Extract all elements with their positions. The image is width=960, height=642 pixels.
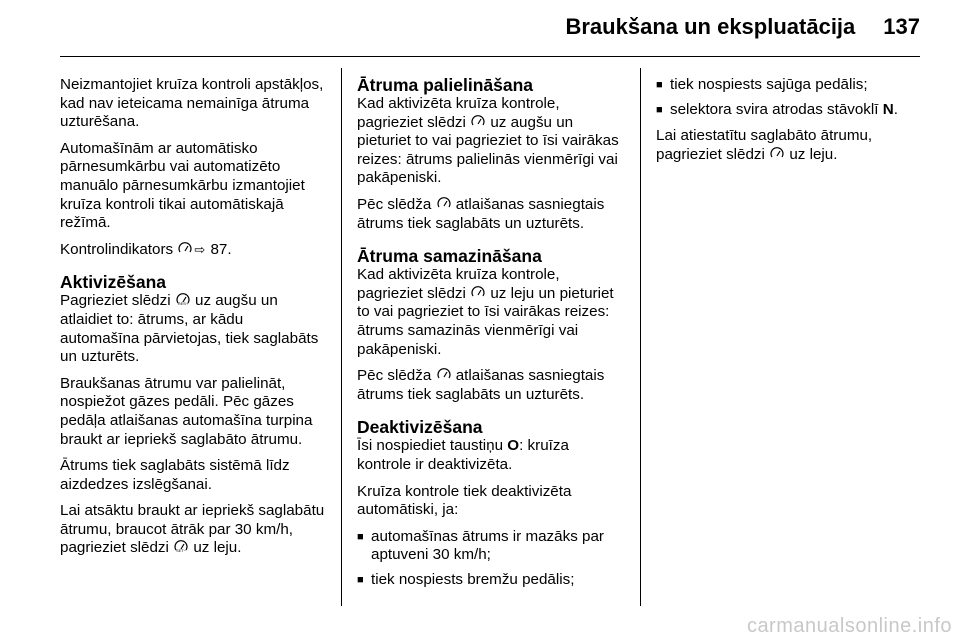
text: Kontrolindikators [60, 240, 178, 258]
column-3 [656, 76, 920, 172]
paragraph: Kruīza kontrole tiek deaktivizēta automātiski, ja: [357, 482, 572, 519]
paragraph [357, 367, 627, 404]
paragraph [656, 127, 920, 164]
gear-position-n: N [882, 100, 894, 118]
column-divider-1 [341, 68, 342, 606]
cruise-set-switch-icon [470, 285, 486, 304]
page-header [60, 14, 920, 40]
text: Lai atsāktu braukt ar iepriekš saglabātu ātrumu, braucot ātrāk par 30 km/h, pagrieziet slēdzi [60, 502, 325, 557]
text: uz leju. [189, 539, 242, 557]
paragraph [357, 266, 627, 359]
cruise-res-switch-icon [470, 114, 486, 133]
bullet-icon: ■ [357, 530, 364, 543]
crossref-arrow-icon: ⇨ [194, 241, 206, 257]
bullet-icon: ■ [656, 79, 663, 91]
list-item [357, 528, 627, 565]
text: automašīnas ātrums ir mazāks par aptuveni 30 km/h; [371, 527, 604, 564]
column-2 [357, 76, 627, 597]
text: atlaišanas sasniegtais ātrums tiek saglabāts un uzturēts. [357, 367, 605, 403]
paragraph: Ātrums tiek saglabāts sistēmā līdz aizdedzes izslēgšanai. [60, 457, 290, 493]
cruise-res-switch-icon [436, 196, 452, 215]
bullet-list [357, 528, 627, 590]
header-rule [60, 56, 920, 57]
text: 87. [206, 240, 232, 258]
text: Lai atiestatītu saglabāto ātrumu, pagrieziet slēdzi [656, 127, 873, 163]
text: tiek nospiests sajūga pedālis; [670, 76, 868, 93]
text: uz augšu un pieturiet to vai pagrieziet to īsi vairākas reizes: ātrums palielinās vienmērīgi vai pakāpeniski. [357, 113, 619, 187]
text: uz leju un pieturiet to vai pagrieziet to īsi vairākas reizes: ātrums samazinās vienmērīgi vai pakāpeniski. [357, 284, 614, 358]
switch-label: RES+ [177, 301, 189, 306]
watermark: carmanualsonline.info [746, 615, 952, 637]
text: . [893, 100, 898, 118]
paragraph: Neizmantojiet kruīza kontroli apstākļos, kad nav ieteicama nemainīga ātruma uzturēšana. [60, 76, 324, 131]
paragraph: Braukšanas ātrumu var palielināt, nospiežot gāzes pedāli. Pēc gāzes pedāļa atlaišanas automašīna turpina braukt ar iepriekš saglabāto ātrumu. [60, 374, 313, 448]
paragraph: Automašīnām ar automātisko pārnesumkārbu vai automatizēto manuālo pārnesumkārbu izmantojiet kruīza kontroli tikai automātiskajā režīmā. [60, 139, 305, 232]
text: Pēc slēdža [357, 367, 436, 385]
paragraph [60, 292, 326, 366]
text: uz augšu un atlaidiet to: ātrums, ar kādu automašīna pārvietojas, tiek saglabāts un uzturēts. [60, 292, 319, 366]
page-number: 137 [883, 14, 920, 39]
page-title: Braukšana un ekspluatācija [565, 14, 856, 39]
text: Kad aktivizēta kruīza kontrole, pagrieziet slēdzi [357, 95, 560, 131]
list-item [357, 571, 627, 590]
column-divider-2 [640, 68, 641, 606]
heading-speed-decrease: Ātruma samazināšana [357, 246, 542, 267]
column-1 [60, 76, 326, 566]
text: Īsi nospiediet taustiņu [357, 437, 508, 455]
cruise-control-icon [177, 241, 193, 260]
heading-activation: Aktivizēšana [60, 272, 167, 293]
cruise-res-switch-icon [175, 292, 191, 311]
paragraph [357, 437, 627, 474]
text: tiek nospiests bremžu pedālis; [371, 570, 575, 588]
bullet-list [656, 76, 920, 119]
list-item [656, 76, 920, 95]
text: selektora svira atrodas stāvoklī [670, 100, 883, 118]
text: : kruīza kontrole ir deaktivizēta. [357, 437, 569, 473]
text: atlaišanas sasniegtais ātrums tiek saglabāts un uzturēts. [357, 195, 605, 232]
heading-deactivation: Deaktivizēšana [357, 417, 483, 438]
paragraph [357, 95, 627, 188]
text: Pagrieziet slēdzi [60, 292, 175, 310]
text: uz leju. [785, 145, 838, 163]
paragraph [60, 241, 326, 260]
cruise-set-switch-icon [769, 146, 785, 165]
list-item [656, 101, 920, 120]
cancel-button-icon: O [507, 437, 520, 455]
cruise-set-switch-icon [436, 367, 452, 386]
text: Kad aktivizēta kruīza kontrole, pagrieziet slēdzi [357, 266, 560, 302]
bullet-icon: ■ [656, 103, 663, 116]
cruise-set-switch-icon [173, 539, 189, 558]
heading-speed-increase: Ātruma palielināšana [357, 75, 534, 95]
paragraph [60, 502, 326, 558]
paragraph [357, 196, 627, 233]
text: Pēc slēdža [357, 195, 436, 213]
switch-label: SET− [176, 548, 187, 553]
bullet-icon: ■ [357, 573, 364, 586]
